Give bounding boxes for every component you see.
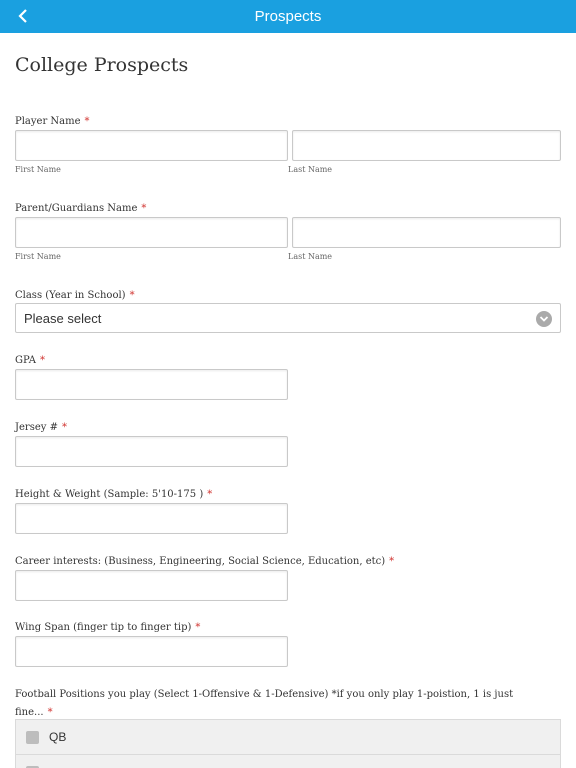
player-first-name-sublabel: First Name (15, 165, 61, 174)
position-option-qb[interactable] (15, 719, 561, 755)
height-weight-input[interactable] (15, 503, 288, 534)
chevron-down-icon (536, 311, 552, 327)
class-year-label: Class (Year in School) * (15, 290, 135, 301)
parent-name-label: Parent/Guardians Name * (15, 203, 147, 214)
position-option-label: QB (49, 730, 67, 744)
jersey-input[interactable] (15, 436, 288, 467)
career-interests-input[interactable] (15, 570, 288, 601)
gpa-input[interactable] (15, 369, 288, 400)
jersey-label: Jersey # * (15, 422, 67, 433)
checkbox[interactable] (26, 731, 39, 744)
player-last-name-sublabel: Last Name (288, 165, 333, 174)
player-name-label: Player Name * (15, 116, 90, 127)
player-first-name-input[interactable] (15, 130, 288, 161)
wing-span-input[interactable] (15, 636, 288, 667)
career-interests-label: Career interests: (Business, Engineering, Social Science, Education, etc) * (15, 556, 395, 567)
player-last-name-input[interactable] (292, 130, 561, 161)
parent-last-name-sublabel: Last Name (288, 252, 333, 261)
football-positions-label: Football Positions you play (Select 1-Offensive & 1-Defensive) *if you only play 1-poistion, 1 is just fine... * (15, 689, 514, 718)
chevron-left-icon (17, 8, 29, 24)
gpa-label: GPA * (15, 355, 46, 366)
wing-span-label: Wing Span (finger tip to finger tip) * (15, 622, 201, 633)
class-year-select[interactable] (15, 303, 561, 333)
position-option-2[interactable] (15, 754, 561, 768)
parent-first-name-sublabel: First Name (15, 252, 61, 261)
nav-bar (0, 0, 576, 33)
parent-first-name-input[interactable] (15, 217, 288, 248)
nav-title: Prospects (254, 8, 322, 25)
back-button[interactable] (12, 5, 34, 27)
class-year-selected-value: Please select (24, 310, 102, 326)
height-weight-label: Height & Weight (Sample: 5'10-175 ) * (15, 489, 213, 500)
parent-last-name-input[interactable] (292, 217, 561, 248)
page-title: College Prospects (15, 54, 189, 76)
